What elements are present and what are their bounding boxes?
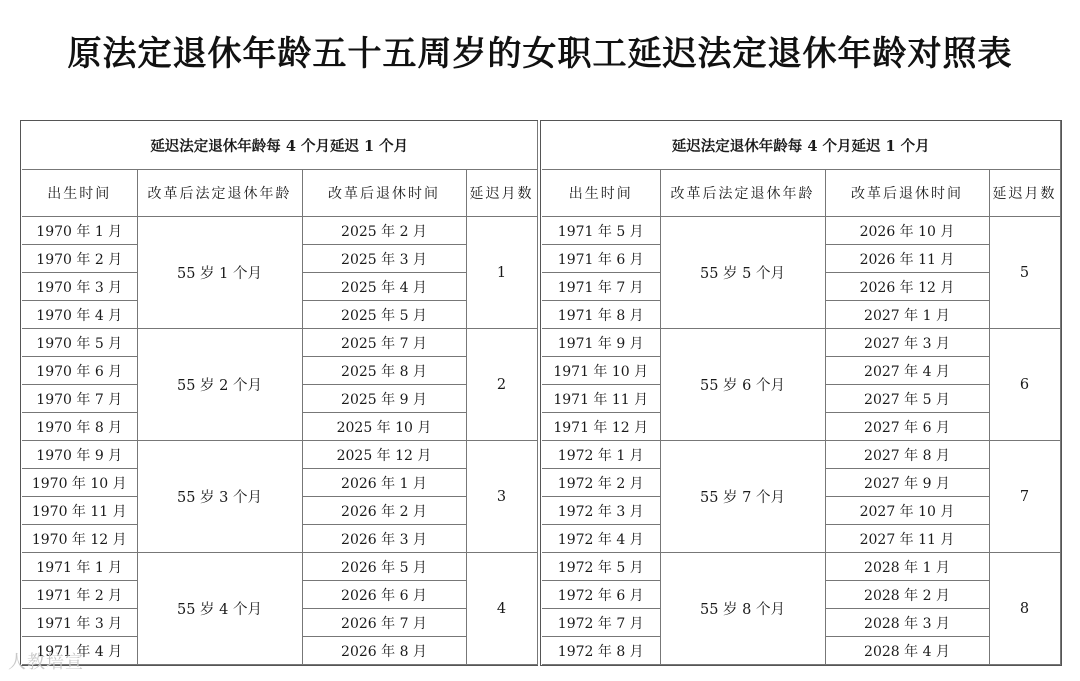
birth-date-cell: 1971 年 8 月 (542, 301, 660, 329)
table-row (542, 329, 1060, 357)
table-caption: 延迟法定退休年龄每 4 个月延迟 1 个月 (542, 121, 1060, 170)
birth-date-cell: 1970 年 11 月 (22, 497, 137, 525)
table-row (22, 553, 537, 581)
retirement-time-cell: 2026 年 10 月 (825, 217, 989, 245)
retirement-time-cell: 2026 年 12 月 (825, 273, 989, 301)
header-retirement-age: 改革后法定退休年龄 (137, 170, 302, 217)
header-row (22, 170, 537, 217)
header-row (542, 170, 1060, 217)
birth-date-cell: 1970 年 4 月 (22, 301, 137, 329)
birth-date-cell: 1971 年 1 月 (22, 553, 137, 581)
retirement-time-cell: 2027 年 8 月 (825, 441, 989, 469)
table-row (22, 441, 537, 469)
delay-months-cell: 6 (989, 329, 1060, 441)
retirement-time-cell: 2026 年 6 月 (302, 581, 466, 609)
birth-date-cell: 1971 年 5 月 (542, 217, 660, 245)
birth-date-cell: 1970 年 5 月 (22, 329, 137, 357)
birth-date-cell: 1972 年 5 月 (542, 553, 660, 581)
retirement-time-cell: 2026 年 11 月 (825, 245, 989, 273)
retirement-age-cell: 55 岁 4 个月 (137, 553, 302, 665)
retirement-time-cell: 2026 年 5 月 (302, 553, 466, 581)
watermark-text: 人教培宣 (8, 652, 84, 673)
retirement-time-cell: 2025 年 2 月 (302, 217, 466, 245)
retirement-time-cell: 2028 年 1 月 (825, 553, 989, 581)
retirement-time-cell: 2025 年 4 月 (302, 273, 466, 301)
header-birth-date: 出生时间 (542, 170, 660, 217)
birth-date-cell: 1970 年 3 月 (22, 273, 137, 301)
header-retirement-age: 改革后法定退休年龄 (660, 170, 825, 217)
caption-row (22, 121, 537, 170)
delay-months-cell: 5 (989, 217, 1060, 329)
retirement-time-cell: 2026 年 3 月 (302, 525, 466, 553)
delay-months-cell: 3 (466, 441, 537, 553)
birth-date-cell: 1970 年 8 月 (22, 413, 137, 441)
table-row (542, 217, 1060, 245)
retirement-age-cell: 55 岁 2 个月 (137, 329, 302, 441)
retirement-time-cell: 2026 年 1 月 (302, 469, 466, 497)
birth-date-cell: 1970 年 10 月 (22, 469, 137, 497)
delay-months-cell: 4 (466, 553, 537, 665)
delay-months-cell: 1 (466, 217, 537, 329)
retirement-time-cell: 2027 年 4 月 (825, 357, 989, 385)
header-delay-months: 延迟月数 (466, 170, 537, 217)
birth-date-cell: 1971 年 6 月 (542, 245, 660, 273)
birth-date-cell: 1971 年 3 月 (22, 609, 137, 637)
retirement-time-cell: 2025 年 5 月 (302, 301, 466, 329)
table-row (542, 441, 1060, 469)
birth-date-cell: 1972 年 8 月 (542, 637, 660, 665)
delay-months-cell: 2 (466, 329, 537, 441)
delay-months-cell: 8 (989, 553, 1060, 665)
birth-date-cell: 1972 年 3 月 (542, 497, 660, 525)
birth-date-cell: 1970 年 1 月 (22, 217, 137, 245)
birth-date-cell: 1970 年 6 月 (22, 357, 137, 385)
retirement-time-cell: 2027 年 3 月 (825, 329, 989, 357)
retirement-time-cell: 2025 年 7 月 (302, 329, 466, 357)
caption-row (542, 121, 1060, 170)
birth-date-cell: 1971 年 9 月 (542, 329, 660, 357)
retirement-age-cell: 55 岁 8 个月 (660, 553, 825, 665)
retirement-time-cell: 2028 年 2 月 (825, 581, 989, 609)
retirement-time-cell: 2028 年 3 月 (825, 609, 989, 637)
retirement-time-cell: 2027 年 10 月 (825, 497, 989, 525)
birth-date-cell: 1971 年 10 月 (542, 357, 660, 385)
retirement-time-cell: 2028 年 4 月 (825, 637, 989, 665)
table-caption: 延迟法定退休年龄每 4 个月延迟 1 个月 (22, 121, 537, 170)
retirement-time-cell: 2026 年 8 月 (302, 637, 466, 665)
birth-date-cell: 1972 年 4 月 (542, 525, 660, 553)
birth-date-cell: 1972 年 6 月 (542, 581, 660, 609)
retirement-time-cell: 2025 年 12 月 (302, 441, 466, 469)
table-row (542, 553, 1060, 581)
birth-date-cell: 1972 年 1 月 (542, 441, 660, 469)
birth-date-cell: 1971 年 4 月 (22, 637, 137, 665)
retirement-time-cell: 2025 年 3 月 (302, 245, 466, 273)
table-row (22, 217, 537, 245)
retirement-time-cell: 2026 年 7 月 (302, 609, 466, 637)
retirement-time-cell: 2027 年 6 月 (825, 413, 989, 441)
header-retirement-time: 改革后退休时间 (825, 170, 989, 217)
table-divider (537, 120, 541, 666)
right-table (542, 121, 1061, 665)
retirement-age-cell: 55 岁 5 个月 (660, 217, 825, 329)
retirement-age-cell: 55 岁 1 个月 (137, 217, 302, 329)
retirement-age-cell: 55 岁 6 个月 (660, 329, 825, 441)
birth-date-cell: 1971 年 2 月 (22, 581, 137, 609)
retirement-time-cell: 2027 年 5 月 (825, 385, 989, 413)
delay-months-cell: 7 (989, 441, 1060, 553)
retirement-time-cell: 2027 年 11 月 (825, 525, 989, 553)
header-retirement-time: 改革后退休时间 (302, 170, 466, 217)
birth-date-cell: 1970 年 2 月 (22, 245, 137, 273)
header-birth-date: 出生时间 (22, 170, 137, 217)
birth-date-cell: 1970 年 9 月 (22, 441, 137, 469)
birth-date-cell: 1971 年 7 月 (542, 273, 660, 301)
left-table (22, 121, 538, 665)
birth-date-cell: 1970 年 7 月 (22, 385, 137, 413)
retirement-time-cell: 2025 年 9 月 (302, 385, 466, 413)
birth-date-cell: 1972 年 7 月 (542, 609, 660, 637)
retirement-age-cell: 55 岁 3 个月 (137, 441, 302, 553)
retirement-time-cell: 2025 年 10 月 (302, 413, 466, 441)
birth-date-cell: 1971 年 12 月 (542, 413, 660, 441)
header-delay-months: 延迟月数 (989, 170, 1060, 217)
birth-date-cell: 1970 年 12 月 (22, 525, 137, 553)
table-row (22, 329, 537, 357)
retirement-time-cell: 2025 年 8 月 (302, 357, 466, 385)
page-title: 原法定退休年龄五十五周岁的女职工延迟法定退休年龄对照表 (67, 34, 1013, 74)
retirement-age-cell: 55 岁 7 个月 (660, 441, 825, 553)
birth-date-cell: 1971 年 11 月 (542, 385, 660, 413)
retirement-time-cell: 2026 年 2 月 (302, 497, 466, 525)
retirement-time-cell: 2027 年 9 月 (825, 469, 989, 497)
retirement-time-cell: 2027 年 1 月 (825, 301, 989, 329)
birth-date-cell: 1972 年 2 月 (542, 469, 660, 497)
